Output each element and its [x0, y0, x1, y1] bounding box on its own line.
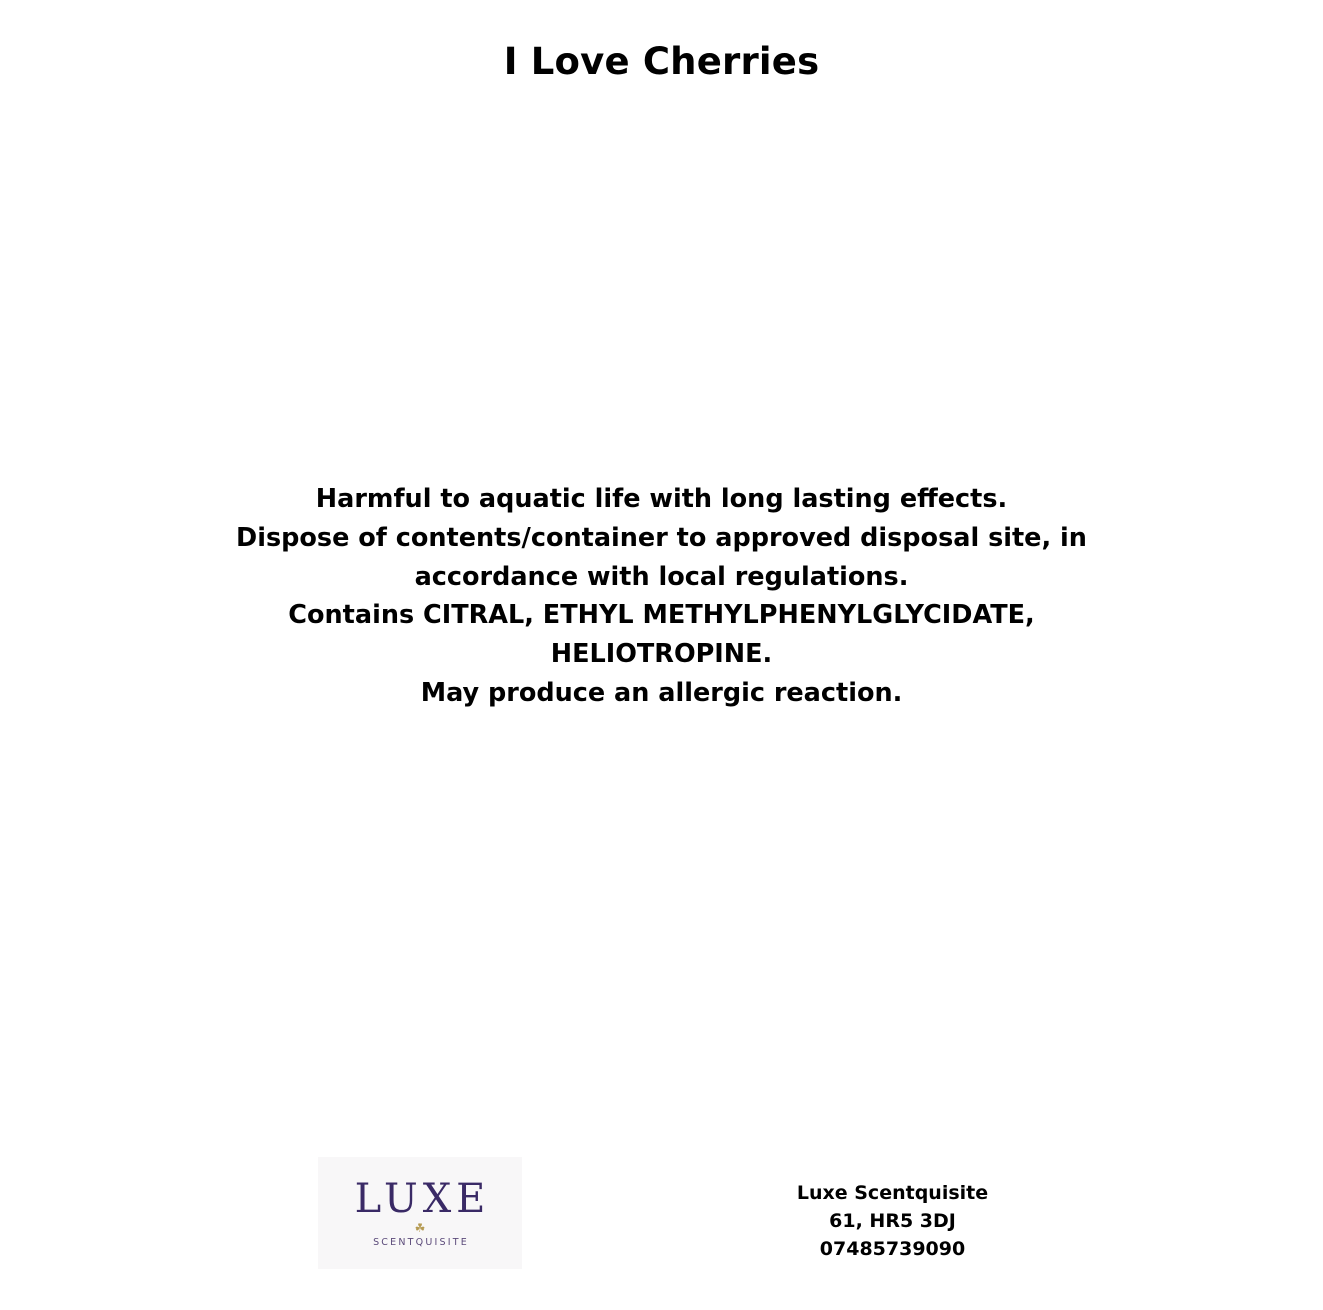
brand-subtitle: SCENTQUISITE	[373, 1236, 469, 1248]
page-title: I Love Cherries	[503, 40, 820, 83]
flourish-icon: ☘	[414, 1220, 426, 1235]
hazard-line: Contains CITRAL, ETHYL METHYLPHENYLGLYCIDATE,	[288, 600, 1035, 631]
company-phone: 07485739090	[819, 1238, 966, 1261]
brand-wordmark: LUXE	[354, 1175, 491, 1222]
company-address: 61, HR5 3DJ	[829, 1210, 956, 1233]
hazard-line: Harmful to aquatic life with long lasting effects.	[315, 484, 1008, 514]
hazard-line: HELIOTROPINE.	[550, 639, 773, 669]
company-details	[700, 1179, 1085, 1263]
hazard-line: May produce an allergic reaction.	[420, 677, 903, 708]
hazard-line: Dispose of contents/container to approved disposal site, in	[236, 522, 1087, 553]
company-name: Luxe Scentquisite	[796, 1182, 989, 1204]
brand-logo	[318, 1157, 522, 1269]
hazard-statement-block	[162, 480, 1162, 713]
hazard-line: accordance with local regulations.	[414, 561, 909, 592]
label-footer	[0, 1157, 1323, 1282]
